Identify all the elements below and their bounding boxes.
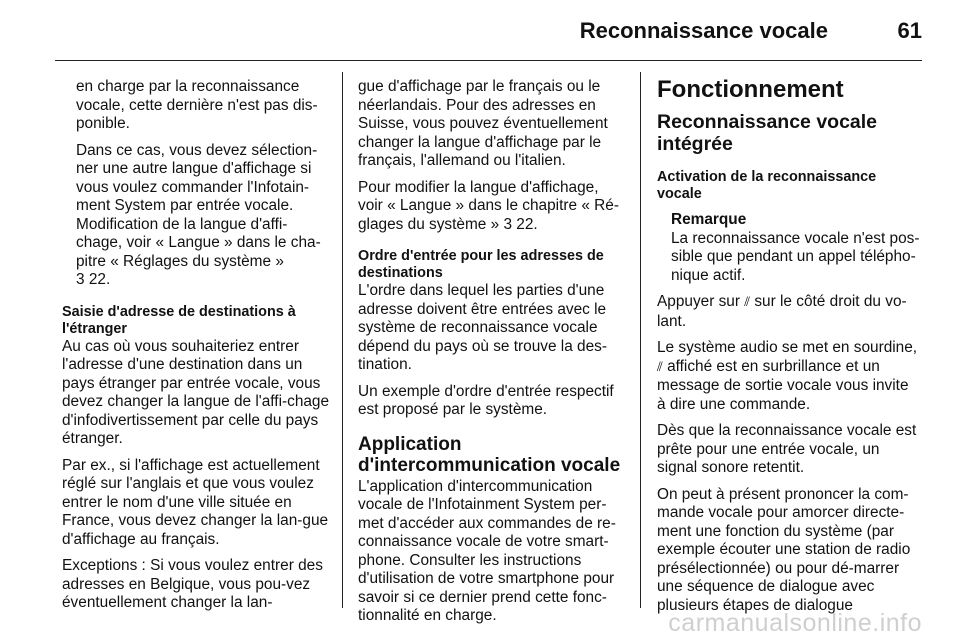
- header-title: Reconnaissance vocale: [579, 18, 828, 43]
- voice-control-icon: ⫽: [744, 295, 751, 310]
- subheading-line: vocale: [657, 186, 702, 202]
- column-divider-1: [342, 72, 343, 608]
- voice-control-icon: ⫽: [657, 359, 663, 375]
- heading-line: d'intercommunication vocale: [358, 454, 621, 476]
- note-text: La reconnaissance vocale n'est pos-sible que pendant un appel télépho-nique actif.: [671, 229, 920, 284]
- page-reference[interactable]: 3 22.: [503, 215, 538, 233]
- note-title: Remarque: [671, 211, 747, 228]
- paragraph: [657, 293, 921, 331]
- paragraph: Exceptions : Si vous voulez entrer des adresses en Belgique, vous pou-vez éventuellement changer la lan-: [62, 557, 323, 611]
- column-divider-2: [640, 72, 641, 608]
- paragraph: On peut à présent prononcer la com-mande vocale pour amorcer directe-ment une fonction du système (par exemple écouter une station de radio présélectionnée) ou pour dé-marrer une séquence de dialogue avec plusieurs étapes de dialogue: [657, 485, 911, 614]
- paragraph: [62, 142, 330, 290]
- chapter-title: Fonctionnement: [657, 76, 844, 103]
- paragraph: Dès que la reconnaissance vocale est prête pour une entrée vocale, un signal sonore retentit.: [657, 422, 917, 476]
- paragraph-text: affiché est en surbrillance et un message de sortie vocale vous invite à dire une commande.: [657, 357, 909, 413]
- paragraph: Au cas où vous souhaiteriez entrer l'adresse d'une destination dans un pays étranger par entrée vocale, vous devez changer la langue de l'affi-chage d'infodivertissement par celle du pays étranger.: [62, 337, 330, 447]
- column-1: [62, 78, 330, 621]
- subheading: [62, 304, 330, 338]
- section-heading: [358, 434, 626, 476]
- subheading: [358, 248, 626, 282]
- paragraph-text: Pour modifier la langue d'affichage, voir « Langue » dans le chapitre « Ré-glages du système »: [358, 178, 619, 233]
- subheading-line: Ordre d'entrée pour les adresses de: [358, 248, 604, 264]
- heading-line: Application: [358, 433, 462, 455]
- paragraph: Par ex., si l'affichage est actuellement réglé sur l'anglais et que vous voulez entrer le nom d'une ville située en France, vous devez changer la lan-gue d'affichage au français.: [62, 456, 329, 548]
- heading-line: intégrée: [657, 133, 733, 155]
- paragraph: [657, 339, 921, 414]
- paragraph: [358, 179, 626, 235]
- paragraph-text: Appuyer sur: [657, 293, 740, 310]
- note-box: [657, 211, 921, 285]
- paragraph: gue d'affichage par le français ou le néerlandais. Pour des adresses en Suisse, vous pouvez éventuellement changer la langue d'affichage par le français, l'allemand ou l'italien.: [358, 78, 608, 169]
- subheading-line: l'étranger: [62, 320, 128, 337]
- subheading-line: destinations: [358, 265, 443, 281]
- paragraph-text: sur le côté droit du vo-lant.: [657, 293, 907, 330]
- heading-line: Reconnaissance vocale: [657, 111, 878, 133]
- subheading-line: Saisie d'adresse de destinations à: [62, 303, 296, 320]
- header-rule: [55, 60, 922, 61]
- paragraph: L'ordre dans lequel les parties d'une adresse doivent être entrées avec le système de reconnaissance vocale dépend du pays où se trouve la des-tination.: [358, 282, 607, 373]
- paragraph: en charge par la reconnaissance vocale, cette dernière n'est pas dis-ponible.: [76, 78, 318, 132]
- column-2: [358, 78, 626, 634]
- watermark: carmanualsonline.info: [668, 609, 922, 637]
- paragraph: L'application d'intercommunication vocale de l'Infotainment System per-met d'accéder aux commandes de re-connaissance vocale de votre smart-phone. Consulter les instructions d'utilisation de votre smartphone pour savoir si ce dernier prend cette fonc-tionnalité en charge.: [358, 477, 616, 624]
- paragraph-text: Le système audio se met en sourdine,: [657, 339, 918, 356]
- subheading: [657, 169, 921, 203]
- page-number: 61: [897, 18, 922, 43]
- subheading-line: Activation de la reconnaissance: [657, 169, 877, 185]
- section-heading: [657, 111, 921, 155]
- paragraph-text: Dans ce cas, vous devez sélection-ner une autre langue d'affichage si vous voulez commander l'Infotain-ment System par entrée vocale. Modification de la langue d'affi-chage, voir « Langue » dans le cha-pitre « Réglages du système »: [76, 141, 321, 270]
- paragraph: Un exemple d'ordre d'entrée respectif est proposé par le système.: [358, 382, 614, 418]
- column-3: [657, 76, 921, 623]
- page-reference[interactable]: 3 22.: [76, 271, 111, 288]
